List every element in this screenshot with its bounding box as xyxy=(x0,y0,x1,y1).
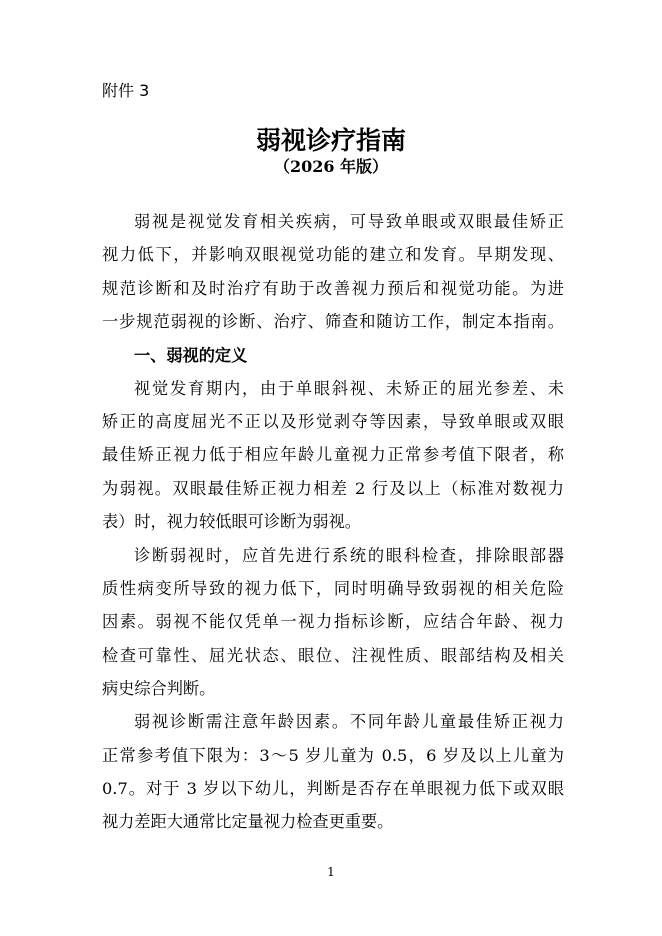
document-title: 弱视诊疗指南 xyxy=(255,126,406,155)
paragraph-1-line-3: 规范诊断和及时治疗有助于改善视力预后和视觉功能。为进 xyxy=(102,279,564,298)
document-subtitle: （2026 年版） xyxy=(273,157,389,176)
paragraph-3-line-4: 检查可靠性、屈光状态、眼位、注视性质、眼部结构及相关 xyxy=(102,646,564,665)
paragraph-4-line-2: 正常参考值下限为：3～5 岁儿童为 0.5，6 岁及以上儿童为 xyxy=(102,746,564,765)
paragraph-2-line-5: 表）时，视力较低眼可诊断为弱视。 xyxy=(102,512,361,531)
page-number: 1 xyxy=(327,865,335,879)
paragraph-3-line-1: 诊断弱视时，应首先进行系统的眼科检查，排除眼部器 xyxy=(134,546,564,565)
paragraph-2-line-3: 最佳矫正视力低于相应年龄儿童视力正常参考值下限者，称 xyxy=(102,445,564,464)
paragraph-3-line-2: 质性病变所导致的视力低下，同时明确导致弱视的相关危险 xyxy=(102,579,564,598)
paragraph-1-line-4: 一步规范弱视的诊断、治疗、筛查和随访工作，制定本指南。 xyxy=(102,312,564,331)
section-heading: 一、弱视的定义 xyxy=(134,346,248,365)
paragraph-3-line-3: 因素。弱视不能仅凭单一视力指标诊断，应结合年龄、视力 xyxy=(102,612,564,631)
paragraph-1-line-1: 弱视是视觉发育相关疾病，可导致单眼或双眼最佳矫正 xyxy=(134,212,564,231)
paragraph-3-line-5: 病史综合判断。 xyxy=(102,679,216,698)
paragraph-2-line-1: 视觉发育期内，由于单眼斜视、未矫正的屈光参差、未 xyxy=(134,379,564,398)
paragraph-2-line-2: 矫正的高度屈光不正以及形觉剥夺等因素，导致单眼或双眼 xyxy=(102,412,564,431)
attachment-label: 附件 3 xyxy=(102,81,150,100)
paragraph-4-line-1: 弱视诊断需注意年龄因素。不同年龄儿童最佳矫正视力 xyxy=(134,712,564,731)
paragraph-1-line-2: 视力低下，并影响双眼视觉功能的建立和发育。早期发现、 xyxy=(102,245,564,264)
paragraph-2-line-4: 为弱视。双眼最佳矫正视力相差 2 行及以上（标准对数视力 xyxy=(102,479,564,498)
paragraph-4-line-4: 视力差距大通常比定量视力检查更重要。 xyxy=(102,812,394,831)
paragraph-4-line-3: 0.7。对于 3 岁以下幼儿，判断是否存在单眼视力低下或双眼 xyxy=(102,779,564,798)
